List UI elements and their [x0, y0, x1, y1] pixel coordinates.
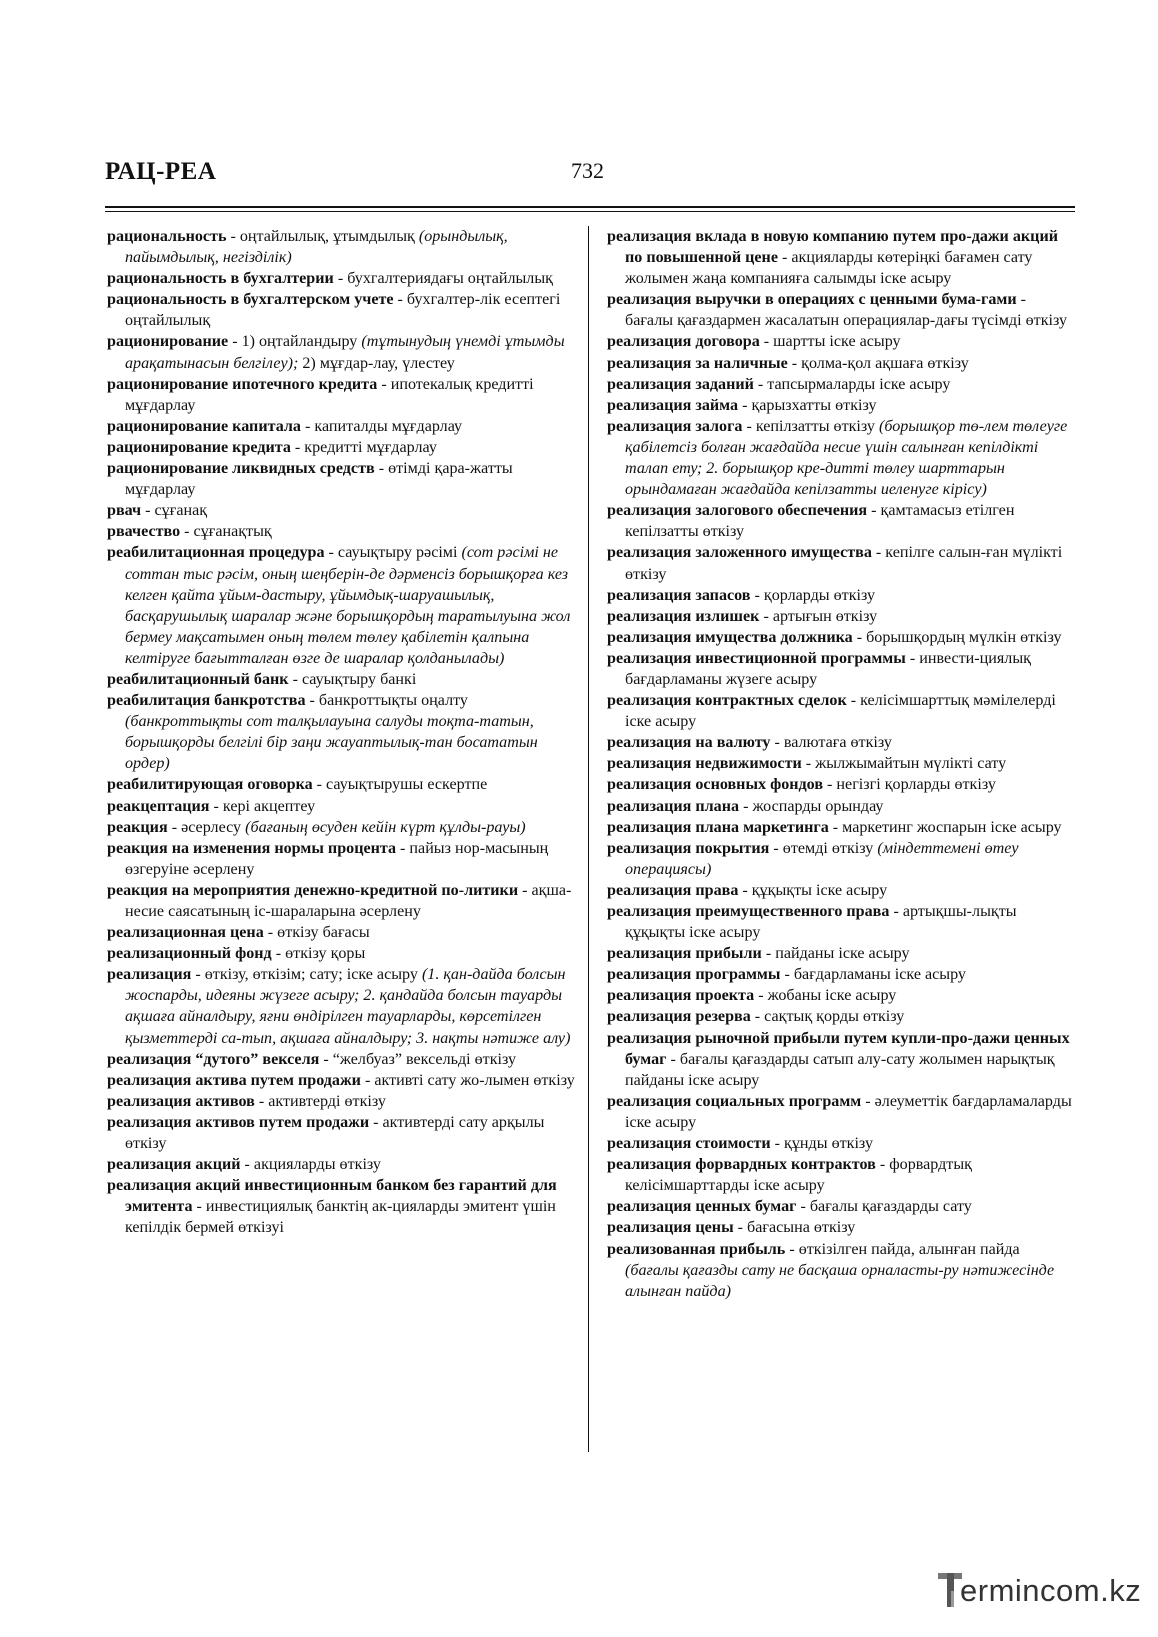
entry-definition: - сауықтырушы ескертпе — [312, 776, 488, 794]
entry-term: реализация за наличные — [607, 354, 788, 372]
entry-definition: - сауықтыру рәсімі — [324, 544, 462, 562]
dictionary-entry — [107, 838, 575, 880]
entry-definition: - сақтық қорды өткізу — [750, 1008, 905, 1026]
entry-term: реализация инвестиционной программы — [607, 649, 906, 667]
entry-definition: - сұғанақтық — [180, 523, 272, 541]
entry-definition: - қорларды өткізу — [750, 586, 876, 604]
dictionary-entry — [607, 331, 1077, 352]
dictionary-entry — [607, 1154, 1077, 1196]
entry-term: рационирование — [107, 333, 229, 351]
entry-definition: - кепілзатты өткізу — [742, 417, 879, 435]
page-header — [105, 158, 1075, 192]
entry-term: реализация недвижимости — [607, 755, 802, 773]
entry-definition: - қолма-қол ақшаға өткізу — [787, 354, 969, 372]
entry-definition: - капиталды мұғдарлау — [300, 417, 463, 435]
entry-definition: - жылжымайтын мүлікті сату — [801, 755, 1007, 773]
entry-definition-tail: 2) мұғдар-лау, үлестеу — [298, 354, 455, 372]
entry-term: рвач — [107, 502, 142, 520]
entry-definition: - әсерлесу — [167, 818, 246, 836]
entry-definition: - бухгалтериядағы оңтайлылық — [333, 270, 553, 288]
entry-note: (бағалы қағазды сату не басқаша орналасты-ру нәтижесінде алынған пайда) — [625, 1261, 1055, 1300]
entry-term: реализация “дутого” векселя — [107, 1050, 320, 1068]
entry-definition: - құнды өткізу — [770, 1135, 874, 1153]
dictionary-entry — [607, 585, 1077, 606]
entry-note: (банкроттықты сот талқылауына салуды тоқта-татын, борышқорды белгілі бір заңи жауаптылық-тан босататын ордер) — [125, 713, 538, 773]
entry-definition: - пайданы іске асыру — [761, 945, 910, 963]
entry-definition: - әлеуметтік бағдарламаларды іске асыру — [625, 1092, 1072, 1131]
entry-definition: - бағалы қағаздарды сатып алу-сату жолымен нарықтық пайданы іске асыру — [625, 1050, 1055, 1089]
entry-term: реализационная цена — [107, 924, 264, 942]
entry-note: (міндеттемені өтеу операциясы) — [625, 839, 1019, 878]
entry-term: реализация акций — [107, 1156, 241, 1174]
entry-definition: - пайыз нор-масының өзгеруіне әсерлену — [125, 839, 549, 878]
entry-term: реализация покрытия — [607, 839, 770, 857]
entry-definition: - инвестициялық банктің ак-цияларды эмитент үшін кепілдік бермей өткізуі — [125, 1198, 556, 1237]
dictionary-entry — [607, 1091, 1077, 1133]
entry-note: (бағаның өсуден кейін күрт құлды-рауы) — [245, 818, 526, 836]
dictionary-entry — [607, 289, 1077, 331]
entry-definition: - қамтамасыз етілген кепілзатты өткізу — [625, 502, 1015, 541]
entry-term: реакция — [107, 818, 168, 836]
dictionary-entry — [107, 374, 575, 416]
dictionary-entry — [107, 416, 575, 437]
entry-term: рационирование капитала — [107, 417, 301, 435]
dictionary-entry — [607, 732, 1077, 753]
entry-term: рациональность в бухгалтерском учете — [107, 291, 394, 309]
entry-definition: - сауықтыру банкі — [288, 670, 417, 688]
entry-definition: - бағалы қағаздарды сату — [796, 1198, 972, 1216]
entry-note: (борышқор тө-лем төлеуге қабілетсіз болған жағдайда несие үшін салынған кепілдікті талап ету; 2. борышқор кре-дитті төлеу шарттарын орындамаған жағдайда кепілзатты иеленуге кірісу) — [625, 417, 1068, 499]
entry-term: реабилитационная процедура — [107, 544, 325, 562]
dictionary-entry — [607, 606, 1077, 627]
entry-term: реализация ценных бумаг — [607, 1198, 797, 1216]
dictionary-entry — [107, 880, 575, 922]
dictionary-entry — [107, 774, 575, 795]
entry-definition: - валютаға өткізу — [770, 734, 892, 752]
dictionary-entry — [107, 1049, 575, 1070]
dictionary-entry — [607, 943, 1077, 964]
dictionary-entry — [107, 289, 575, 331]
entry-definition: - банкроттықты оңалту — [305, 692, 468, 710]
entry-term: реализационный фонд — [107, 945, 272, 963]
entry-term: реализация запасов — [607, 586, 751, 604]
entry-definition: - акцияларды өткізу — [240, 1156, 381, 1174]
entry-definition: - артығын өткізу — [759, 607, 878, 625]
header-rule-thin — [105, 211, 1075, 212]
dictionary-entry — [107, 500, 575, 521]
dictionary-entry — [607, 880, 1077, 901]
entry-definition: - борышқордың мүлкін өткізу — [852, 628, 1062, 646]
dictionary-entry — [607, 796, 1077, 817]
entry-definition: - бағдарламаны іске асыру — [780, 966, 966, 984]
entry-term: реализация прибыли — [607, 945, 762, 963]
dictionary-entry — [607, 1239, 1077, 1302]
dictionary-entry — [107, 690, 575, 774]
running-head: РАЦ-РЕА — [105, 158, 217, 185]
entry-term: реализация залога — [607, 417, 743, 435]
dictionary-entry — [607, 985, 1077, 1006]
header-rule-thick — [105, 206, 1075, 208]
entry-definition: - бағалы қағаздармен жасалатын операциялар-дағы түсімді өткізу — [625, 291, 1068, 330]
entry-definition: - бухгалтер-лік есептегі оңтайлылық — [125, 291, 561, 330]
dictionary-entry — [107, 964, 575, 1048]
dictionary-entry — [607, 374, 1077, 395]
dictionary-entry — [107, 922, 575, 943]
entry-definition: - активтерді сату арқылы өткізу — [125, 1113, 545, 1153]
column-divider — [588, 226, 589, 1452]
entry-term: реализация социальных программ — [607, 1092, 862, 1110]
entry-definition: - өткізілген пайда, алынған пайда — [785, 1240, 1020, 1258]
dictionary-entry — [107, 796, 575, 817]
entry-term: реакция на мероприятия денежно-кредитной по-литики — [107, 881, 519, 899]
entry-term: реабилитация банкротства — [107, 692, 306, 710]
entry-definition: - қарызхатты өткізу — [738, 396, 877, 414]
entry-term: рационирование ипотечного кредита — [107, 375, 378, 393]
entry-term: реализация плана маркетинга — [607, 818, 829, 836]
entry-definition: - өтімді қара-жатты мұғдарлау — [125, 460, 513, 499]
entry-term: реализация займа — [607, 396, 739, 414]
dictionary-entry — [107, 943, 575, 964]
left-column — [107, 226, 575, 1239]
entry-definition: - кепілге салын-ған мүлікті өткізу — [625, 544, 1063, 583]
right-column — [607, 226, 1077, 1302]
dictionary-entry — [107, 817, 575, 838]
entry-term: реализация выручки в операциях с ценными бума-гами — [607, 291, 1017, 309]
dictionary-entry — [107, 521, 575, 542]
entry-definition: - “желбуаз” вексельді өткізу — [319, 1050, 517, 1068]
entry-term: реализация договора — [607, 333, 760, 351]
entry-term: реализация на валюту — [607, 734, 771, 752]
dictionary-entry — [607, 901, 1077, 943]
dictionary-entry — [607, 416, 1077, 500]
entry-term: реализация заданий — [607, 375, 754, 393]
entry-term: реабилитационный банк — [107, 670, 289, 688]
dictionary-entry — [107, 1154, 575, 1175]
entry-definition: - ақша-несие саясатының іс-шараларына әсерлену — [125, 881, 572, 920]
entry-definition: - негізгі қорларды өткізу — [823, 776, 996, 794]
dictionary-entry — [107, 1091, 575, 1112]
entry-definition: - акцияларды көтеріңкі бағамен сату жолымен жаңа компанияға салымды іске асыру — [625, 249, 1033, 288]
entry-term: реализация контрактных сделок — [607, 692, 847, 710]
entry-term: реализация основных фондов — [607, 776, 824, 794]
entry-definition: - активті сату жо-лымен өткізу — [360, 1071, 575, 1089]
entry-definition: - өткізу бағасы — [263, 924, 370, 942]
entry-term: реабилитирующая оговорка — [107, 776, 313, 794]
entry-definition: - жоспарды орындау — [739, 797, 884, 815]
entry-definition: - өтемді өткізу — [769, 839, 878, 857]
dictionary-entry — [107, 1070, 575, 1091]
entry-term: реализованная прибыль — [607, 1240, 786, 1258]
entry-term: реализация акций инвестиционным банком без гарантий для эмитента — [107, 1177, 557, 1216]
entry-definition: - өткізу, өткізім; сату; іске асыру — [191, 966, 422, 984]
dictionary-entry — [107, 437, 575, 458]
dictionary-entry — [607, 1196, 1077, 1217]
entry-definition: - форвардтық келісімшарттарды іске асыру — [625, 1156, 972, 1195]
dictionary-entry — [107, 458, 575, 500]
entry-definition: - артықшы-лықты құқықты іске асыру — [625, 903, 1017, 942]
dictionary-entry — [607, 690, 1077, 732]
entry-term: рационирование кредита — [107, 438, 291, 456]
entry-note: (1. қан-дайда болсын жоспарды, идеяны жүзеге асыру; 2. қандайда болсын тауарды ақшаға айналдыру, яғни өндірілген тауарларды, көрсетілген қызметтерді са-тып, ақшаға айналдыру; 3. нақты нәтиже алу) — [125, 966, 571, 1047]
entry-note: (сот рәсімі не соттан тыс рәсім, оның шеңберін-де дәрменсіз борышқорға кез келген қайта ұйым-дастыру, ұйымдық-шаруашылық, басқарушылық шаралар және борышқордың таратылуына жол бермеу мақсатымен оның төлем төлеу қабілетін қалпына келтіруге бағытталған өзге де шаралар қолданылады) — [125, 544, 571, 667]
watermark-text: ermincom.kz — [960, 1573, 1142, 1608]
entry-term: реализация имущества должника — [607, 628, 853, 646]
entry-term: реализация — [107, 966, 192, 984]
dictionary-entry — [107, 331, 575, 373]
entry-definition: - маркетинг жоспарын іске асыру — [828, 818, 1062, 836]
dictionary-entry — [607, 1028, 1077, 1091]
entry-term: реализация проекта — [607, 987, 755, 1005]
entry-term: реализация заложенного имущества — [607, 544, 872, 562]
dictionary-entry — [607, 627, 1077, 648]
entry-term: реакцептация — [107, 797, 210, 815]
entry-term: реализация вклада в новую компанию путем про-дажи акций по повышенной цене — [607, 228, 1058, 267]
entry-term: реализация активов — [107, 1092, 255, 1110]
dictionary-entry — [607, 500, 1077, 542]
dictionary-entry — [607, 838, 1077, 880]
entry-definition: - сұғанақ — [141, 502, 208, 520]
dictionary-entry — [107, 268, 575, 289]
dictionary-entry — [607, 964, 1077, 985]
entry-term: реализация активов путем продажи — [107, 1113, 370, 1131]
entry-term: реакция на изменения нормы процента — [107, 839, 397, 857]
dictionary-entry — [607, 1006, 1077, 1027]
dictionary-entry — [607, 353, 1077, 374]
entry-term: реализация актива путем продажи — [107, 1071, 361, 1089]
entry-definition: - инвести-циялық бағдарламаны жүзеге асыру — [625, 649, 1031, 688]
dictionary-entry — [107, 226, 575, 268]
entry-definition: - кредитті мұғдарлау — [290, 438, 437, 456]
entry-definition: - 1) оңтайландыру — [228, 333, 362, 351]
dictionary-entry — [607, 1217, 1077, 1238]
dictionary-entry — [607, 1133, 1077, 1154]
dictionary-entry — [607, 395, 1077, 416]
entry-definition: - активтерді өткізу — [254, 1092, 386, 1110]
entry-term: реализация резерва — [607, 1008, 751, 1026]
entry-note: (тұтынудың үнемді ұтымды арақатынасын белгілеу); — [125, 333, 565, 372]
dictionary-entry — [607, 753, 1077, 774]
entry-term: рациональность — [107, 228, 227, 245]
entry-definition: - өткізу қоры — [271, 945, 366, 963]
dictionary-entry — [607, 648, 1077, 690]
entry-definition: - бағасына өткізу — [733, 1219, 856, 1237]
entry-term: рационирование ликвидных средств — [107, 460, 375, 478]
entry-definition: - шартты іске асыру — [759, 333, 901, 351]
entry-definition: - ипотекалық кредитті мұғдарлау — [125, 375, 534, 414]
dictionary-entry — [107, 669, 575, 690]
entry-term: реализация плана — [607, 797, 740, 815]
entry-term: реализация стоимости — [607, 1135, 771, 1153]
dictionary-entry — [607, 817, 1077, 838]
terminсom-logo — [938, 1571, 1142, 1613]
dictionary-entry — [107, 1112, 575, 1154]
entry-term: рациональность в бухгалтерии — [107, 270, 334, 288]
entry-term: реализация программы — [607, 966, 781, 984]
entry-term: реализация преимущественного права — [607, 903, 890, 920]
entry-definition: - құқықты іске асыру — [738, 881, 888, 899]
entry-term: реализация цены — [607, 1219, 734, 1237]
entry-term: реализация залогового обеспечения — [607, 502, 868, 520]
dictionary-entry — [607, 774, 1077, 795]
dictionary-entry — [107, 542, 575, 669]
dictionary-entry — [107, 1175, 575, 1238]
entry-definition: - келісімшарттық мәмілелерді іске асыру — [625, 692, 1056, 731]
entry-definition: - оңтайлылық, ұтымдылық — [226, 228, 419, 245]
entry-definition: - кері акцептеу — [209, 797, 316, 815]
entry-note: (орындылық, пайымдылық, негізділік) — [125, 228, 508, 267]
entry-definition: - жобаны іске асыру — [754, 987, 897, 1005]
entry-term: рвачество — [107, 523, 181, 541]
entry-definition: - тапсырмаларды іске асыру — [753, 375, 951, 393]
entry-term: реализация права — [607, 881, 739, 899]
dictionary-entry — [607, 542, 1077, 584]
entry-term: реализация рыночной прибыли путем купли-про-дажи ценных бумаг — [607, 1029, 1070, 1068]
dictionary-entry — [607, 226, 1077, 289]
entry-term: реализация излишек — [607, 607, 760, 625]
entry-term: реализация форвардных контрактов — [607, 1156, 876, 1174]
page-number: 732 — [571, 158, 604, 183]
